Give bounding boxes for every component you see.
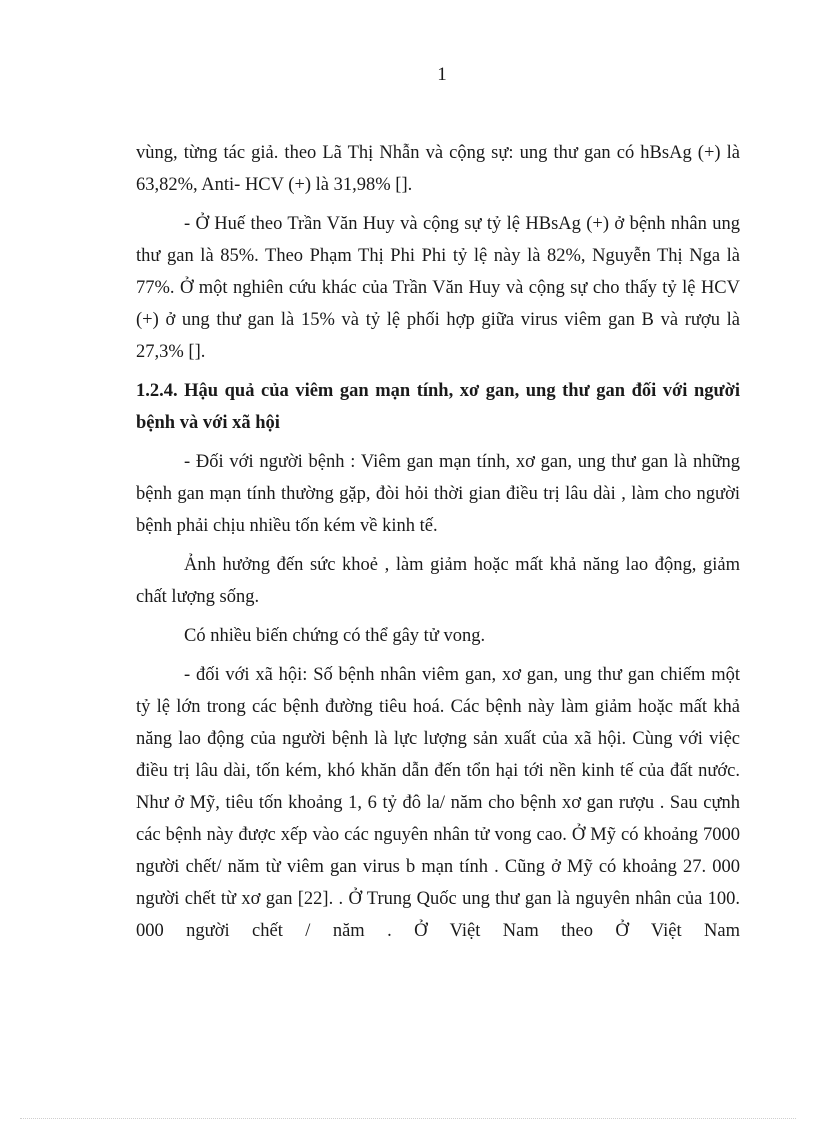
- page-bottom-divider: [20, 1118, 796, 1119]
- paragraph-patient-impact: - Đối với người bệnh : Viêm gan mạn tính, xơ gan, ung thư gan là những bệnh gan mạn tính thường gặp, đòi hỏi thời gian điều trị lâu dài , làm cho người bệnh phải chịu nhiều tốn kém về kinh tế.: [136, 452, 740, 536]
- page-number: 1: [437, 64, 447, 85]
- paragraph-complications: Có nhiều biến chứng có thể gây tử vong.: [184, 626, 486, 646]
- paragraph-health-impact: Ảnh hưởng đến sức khoẻ , làm giảm hoặc mất khả năng lao động, giảm chất lượng sống.: [136, 555, 740, 607]
- document-body: [136, 137, 740, 954]
- paragraph-hue-statistics: - Ở Huế theo Trần Văn Huy và cộng sự tỷ lệ HBsAg (+) ở bệnh nhân ung thư gan là 85%. Theo Phạm Thị Phi Phi tỷ lệ này là 82%, Nguyễn Thị Nga là 77%. Ở một nghiên cứu khác của Trần Văn Huy và cộng sự cho thấy tỷ lệ HCV (+) ở ung thư gan là 15% và tỷ lệ phối hợp giữa virus viêm gan B và rượu là 27,3% [].: [136, 214, 740, 362]
- paragraph-society-impact: - đối với xã hội: Số bệnh nhân viêm gan, xơ gan, ung thư gan chiếm một tỷ lệ lớn trong các bệnh đường tiêu hoá. Các bệnh này làm giảm hoặc mất khả năng lao động của người bệnh là lực lượng sản xuất của xã hội. Cùng với việc điều trị lâu dài, tốn kém, khó khăn dẫn đến tổn hại tới nền kinh tế của đất nước. Như ở Mỹ, tiêu tốn khoảng 1, 6 tỷ đô la/ năm cho bệnh xơ gan rượu . Sau cựnh các bệnh này được xếp vào các nguyên nhân tử vong cao. Ở Mỹ có khoảng 7000 người chết/ năm từ viêm gan virus b mạn tính . Cũng ở Mỹ có khoảng 27. 000 người chết từ xơ gan [22]. . Ở Trung Quốc ung thư gan là nguyên nhân của 100. 000 người chết / năm . Ở Việt Nam theo Ở Việt Nam: [136, 665, 740, 941]
- paragraph-hbsag-ha-noi: vùng, từng tác giả. theo Lã Thị Nhẫn và cộng sự: ung thư gan có hBsAg (+) là 63,82%, Anti- HCV (+) là 31,98% [].: [136, 143, 740, 195]
- section-heading: 1.2.4. Hậu quả của viêm gan mạn tính, xơ gan, ung thư gan đối với người bệnh và với xã hội: [136, 381, 740, 433]
